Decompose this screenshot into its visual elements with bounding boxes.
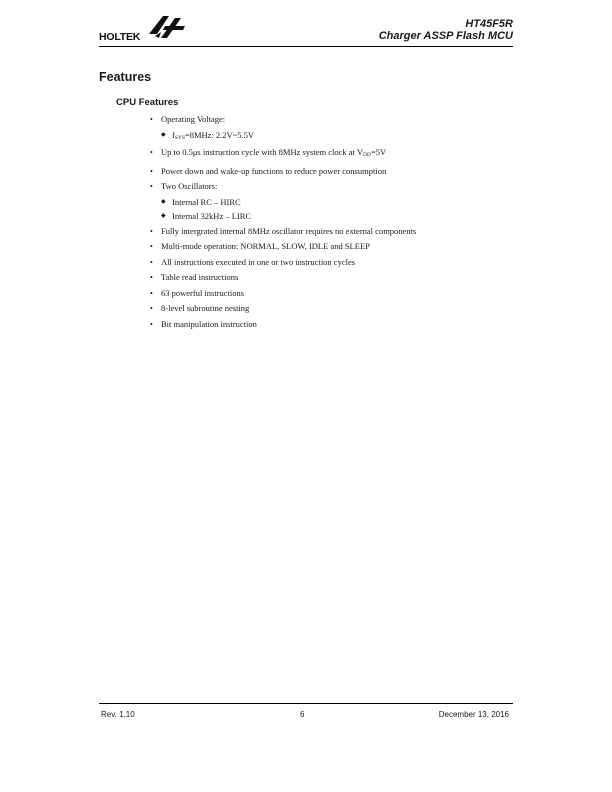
list-item: • Two Oscillators: ◆ Internal RC – HIRC ◆ Internal 32kHz – LIRC xyxy=(150,179,510,224)
bullet-icon: • xyxy=(150,226,153,236)
bullet-icon: • xyxy=(150,273,153,282)
voltage-sub-list xyxy=(161,128,510,146)
page-footer xyxy=(99,703,513,724)
list-item: • Multi-mode operation: NORMAL, SLOW, IDLE and SLEEP xyxy=(150,239,510,255)
bullet-icon: • xyxy=(150,182,153,191)
cpu-features-list xyxy=(150,112,510,332)
document-subtitle: Charger ASSP Flash MCU xyxy=(378,30,513,42)
list-item: • Fully intergrated internal 8MHz oscillator requires no external components xyxy=(150,224,510,240)
sub-list-item: ◆ Internal 32kHz – LIRC xyxy=(161,209,510,224)
part-number: HT45F5R xyxy=(465,18,513,30)
subsection-title: CPU Features xyxy=(116,97,179,108)
revision-label: Rev. 1.10 xyxy=(101,710,135,719)
bullet-icon: • xyxy=(150,319,153,329)
diamond-bullet-icon: ◆ xyxy=(161,198,166,205)
bullet-icon: • xyxy=(150,115,153,124)
diamond-bullet-icon: ◆ xyxy=(161,213,166,219)
list-item: • 8-level subroutine nesting xyxy=(150,301,510,317)
holtek-logo xyxy=(99,12,189,44)
bullet-icon: • xyxy=(150,257,153,267)
list-item: • Bit manipulation instruction xyxy=(150,317,510,333)
page-number: 6 xyxy=(300,710,305,719)
bullet-icon: • xyxy=(150,288,153,298)
section-title: Features xyxy=(99,70,152,84)
list-item: • 63 powerful instructions xyxy=(150,286,510,302)
bullet-icon: • xyxy=(150,166,153,176)
logo-text: HOLTEK xyxy=(99,31,141,43)
list-item: • Power down and wake-up functions to reduce power consumption xyxy=(150,164,510,180)
footer-date: December 13, 2016 xyxy=(438,710,509,719)
bullet-icon: • xyxy=(150,242,153,251)
bullet-icon: • xyxy=(150,304,153,313)
bullet-icon: • xyxy=(150,148,153,157)
diamond-bullet-icon: ◆ xyxy=(161,131,166,138)
list-item: • All instructions executed in one or two instruction cycles xyxy=(150,255,510,271)
sub-list-item: ◆ $f_{SYS}=8MHz$: 2.2V~5.5V xyxy=(161,129,255,141)
sub-list-item: ◆ Internal RC – HIRC xyxy=(161,195,510,210)
logo-mark-icon xyxy=(145,12,187,42)
list-item: • Operating Voltage: ◆ $f_{SYS}=8MHz$: 2.2V~5.5V xyxy=(150,112,510,145)
page-header xyxy=(99,12,513,47)
oscillator-sub-list xyxy=(161,195,510,224)
list-item: • Table read instructions xyxy=(150,270,510,286)
list-item: • Up to 0.5μs instruction cycle with 8MHz system clock at $V_{DD}=5V$ xyxy=(150,145,510,164)
